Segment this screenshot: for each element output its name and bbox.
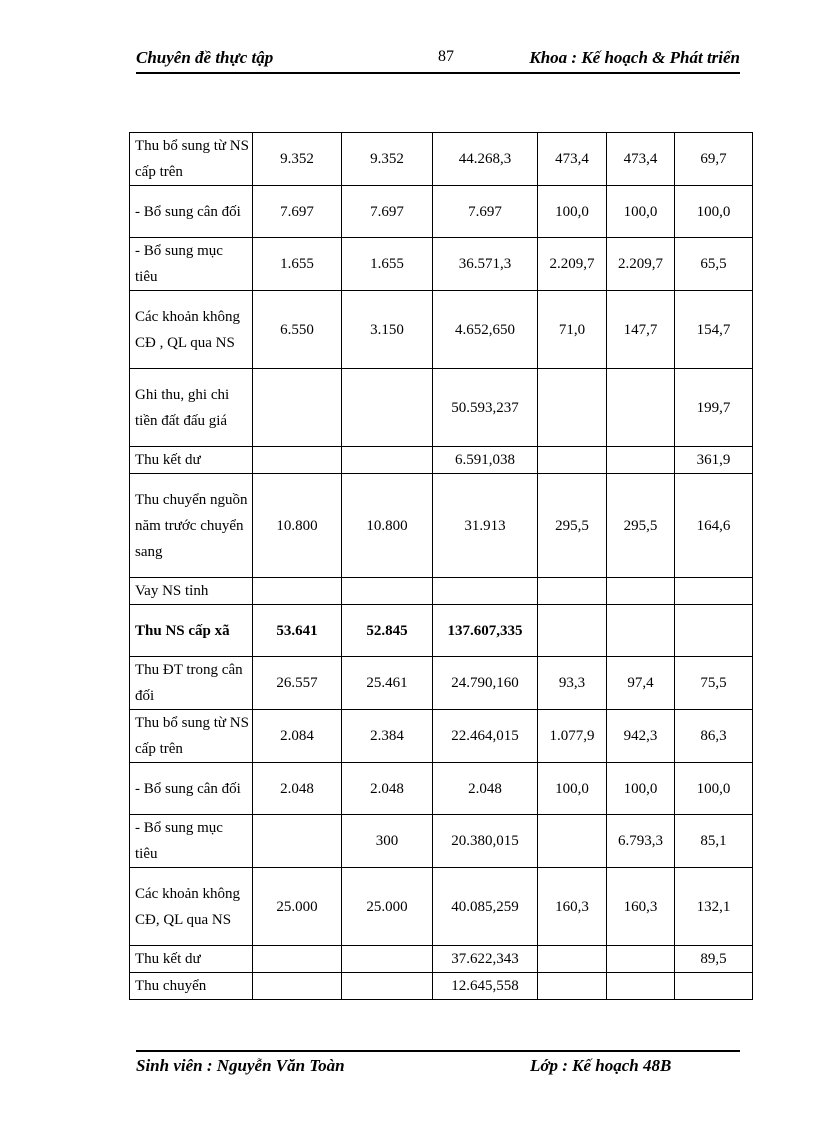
row-label: Các khoản không CĐ , QL qua NS	[130, 291, 253, 369]
row-label: Thu bổ sung từ NS cấp trên	[130, 133, 253, 186]
table-row	[130, 133, 753, 186]
cell-c2	[342, 946, 433, 973]
cell-c2: 300	[342, 815, 433, 868]
cell-c5: 942,3	[607, 710, 675, 763]
cell-c6: 75,5	[675, 657, 753, 710]
cell-c4	[538, 605, 607, 657]
cell-c6: 361,9	[675, 447, 753, 474]
table-row	[130, 763, 753, 815]
table-row	[130, 369, 753, 447]
cell-c5: 295,5	[607, 474, 675, 578]
cell-c6: 69,7	[675, 133, 753, 186]
table-row	[130, 605, 753, 657]
cell-c2: 9.352	[342, 133, 433, 186]
row-label: Vay NS tỉnh	[130, 578, 253, 605]
cell-c6: 86,3	[675, 710, 753, 763]
cell-c6: 100,0	[675, 186, 753, 238]
cell-c3	[433, 578, 538, 605]
cell-c6: 164,6	[675, 474, 753, 578]
cell-c1	[253, 815, 342, 868]
footer-student: Sinh viên : Nguyễn Văn Toàn	[136, 1056, 345, 1075]
cell-c2: 1.655	[342, 238, 433, 291]
row-label: Thu kết dư	[130, 447, 253, 474]
cell-c5	[607, 578, 675, 605]
cell-c5: 2.209,7	[607, 238, 675, 291]
row-label: - Bổ sung mục tiêu	[130, 815, 253, 868]
cell-c3: 2.048	[433, 763, 538, 815]
cell-c3: 36.571,3	[433, 238, 538, 291]
cell-c1: 7.697	[253, 186, 342, 238]
cell-c5: 6.793,3	[607, 815, 675, 868]
cell-c1: 26.557	[253, 657, 342, 710]
cell-c4	[538, 369, 607, 447]
header-title: Chuyên đề thực tập	[136, 48, 274, 67]
table-row	[130, 447, 753, 474]
cell-c3: 137.607,335	[433, 605, 538, 657]
cell-c3: 37.622,343	[433, 946, 538, 973]
table-row	[130, 578, 753, 605]
cell-c2: 10.800	[342, 474, 433, 578]
cell-c4: 1.077,9	[538, 710, 607, 763]
table-row	[130, 657, 753, 710]
cell-c4: 473,4	[538, 133, 607, 186]
cell-c3: 50.593,237	[433, 369, 538, 447]
cell-c3: 40.085,259	[433, 868, 538, 946]
page-number: 87	[438, 48, 454, 65]
cell-c1: 2.084	[253, 710, 342, 763]
row-label: Thu kết dư	[130, 946, 253, 973]
cell-c5	[607, 946, 675, 973]
table-row	[130, 868, 753, 946]
cell-c4: 93,3	[538, 657, 607, 710]
cell-c1	[253, 578, 342, 605]
cell-c4	[538, 578, 607, 605]
cell-c4	[538, 946, 607, 973]
cell-c6: 199,7	[675, 369, 753, 447]
cell-c2	[342, 369, 433, 447]
cell-c4: 160,3	[538, 868, 607, 946]
cell-c2	[342, 973, 433, 1000]
cell-c6	[675, 605, 753, 657]
cell-c3: 44.268,3	[433, 133, 538, 186]
cell-c1: 25.000	[253, 868, 342, 946]
cell-c6	[675, 973, 753, 1000]
cell-c6	[675, 578, 753, 605]
cell-c2	[342, 578, 433, 605]
row-label: Thu NS cấp xã	[130, 605, 253, 657]
page-header	[136, 48, 740, 74]
cell-c1	[253, 973, 342, 1000]
footer-class: Lớp : Kế hoạch 48B	[530, 1056, 672, 1075]
row-label: - Bổ sung cân đối	[130, 763, 253, 815]
cell-c3: 7.697	[433, 186, 538, 238]
cell-c3: 24.790,160	[433, 657, 538, 710]
table-row	[130, 238, 753, 291]
cell-c4: 295,5	[538, 474, 607, 578]
cell-c4: 71,0	[538, 291, 607, 369]
cell-c6: 65,5	[675, 238, 753, 291]
header-faculty: Khoa : Kế hoạch & Phát triển	[529, 48, 740, 67]
cell-c3: 4.652,650	[433, 291, 538, 369]
row-label: Thu bổ sung từ NS cấp trên	[130, 710, 253, 763]
cell-c6: 154,7	[675, 291, 753, 369]
cell-c5: 97,4	[607, 657, 675, 710]
cell-c1	[253, 946, 342, 973]
row-label: - Bổ sung cân đối	[130, 186, 253, 238]
page-footer	[136, 1050, 740, 1080]
row-label: Thu chuyển	[130, 973, 253, 1000]
cell-c2: 2.384	[342, 710, 433, 763]
cell-c1	[253, 369, 342, 447]
cell-c5	[607, 369, 675, 447]
row-label: - Bổ sung mục tiêu	[130, 238, 253, 291]
cell-c6: 85,1	[675, 815, 753, 868]
row-label: Thu ĐT trong cân đối	[130, 657, 253, 710]
cell-c4	[538, 815, 607, 868]
table-row	[130, 946, 753, 973]
cell-c1: 1.655	[253, 238, 342, 291]
cell-c4: 2.209,7	[538, 238, 607, 291]
table-row	[130, 291, 753, 369]
cell-c4	[538, 447, 607, 474]
cell-c1: 53.641	[253, 605, 342, 657]
cell-c1: 9.352	[253, 133, 342, 186]
cell-c1: 10.800	[253, 474, 342, 578]
cell-c2: 3.150	[342, 291, 433, 369]
cell-c1: 6.550	[253, 291, 342, 369]
cell-c2	[342, 447, 433, 474]
row-label: Các khoản không CĐ, QL qua NS	[130, 868, 253, 946]
cell-c1	[253, 447, 342, 474]
cell-c5: 100,0	[607, 763, 675, 815]
cell-c3: 20.380,015	[433, 815, 538, 868]
cell-c5: 147,7	[607, 291, 675, 369]
cell-c3: 12.645,558	[433, 973, 538, 1000]
cell-c5	[607, 447, 675, 474]
cell-c3: 31.913	[433, 474, 538, 578]
table-row	[130, 710, 753, 763]
cell-c6: 100,0	[675, 763, 753, 815]
cell-c4	[538, 973, 607, 1000]
table-row	[130, 973, 753, 1000]
cell-c2: 52.845	[342, 605, 433, 657]
cell-c5: 100,0	[607, 186, 675, 238]
cell-c2: 25.461	[342, 657, 433, 710]
cell-c3: 22.464,015	[433, 710, 538, 763]
cell-c2: 7.697	[342, 186, 433, 238]
table-row	[130, 815, 753, 868]
cell-c2: 2.048	[342, 763, 433, 815]
cell-c5: 473,4	[607, 133, 675, 186]
cell-c4: 100,0	[538, 763, 607, 815]
cell-c4: 100,0	[538, 186, 607, 238]
row-label: Ghi thu, ghi chi tiền đất đấu giá	[130, 369, 253, 447]
cell-c6: 89,5	[675, 946, 753, 973]
table-row	[130, 474, 753, 578]
table-row	[130, 186, 753, 238]
cell-c5	[607, 605, 675, 657]
cell-c6: 132,1	[675, 868, 753, 946]
row-label: Thu chuyển nguồn năm trước chuyển sang	[130, 474, 253, 578]
cell-c1: 2.048	[253, 763, 342, 815]
cell-c5: 160,3	[607, 868, 675, 946]
cell-c3: 6.591,038	[433, 447, 538, 474]
cell-c5	[607, 973, 675, 1000]
cell-c2: 25.000	[342, 868, 433, 946]
budget-table	[129, 132, 753, 1000]
